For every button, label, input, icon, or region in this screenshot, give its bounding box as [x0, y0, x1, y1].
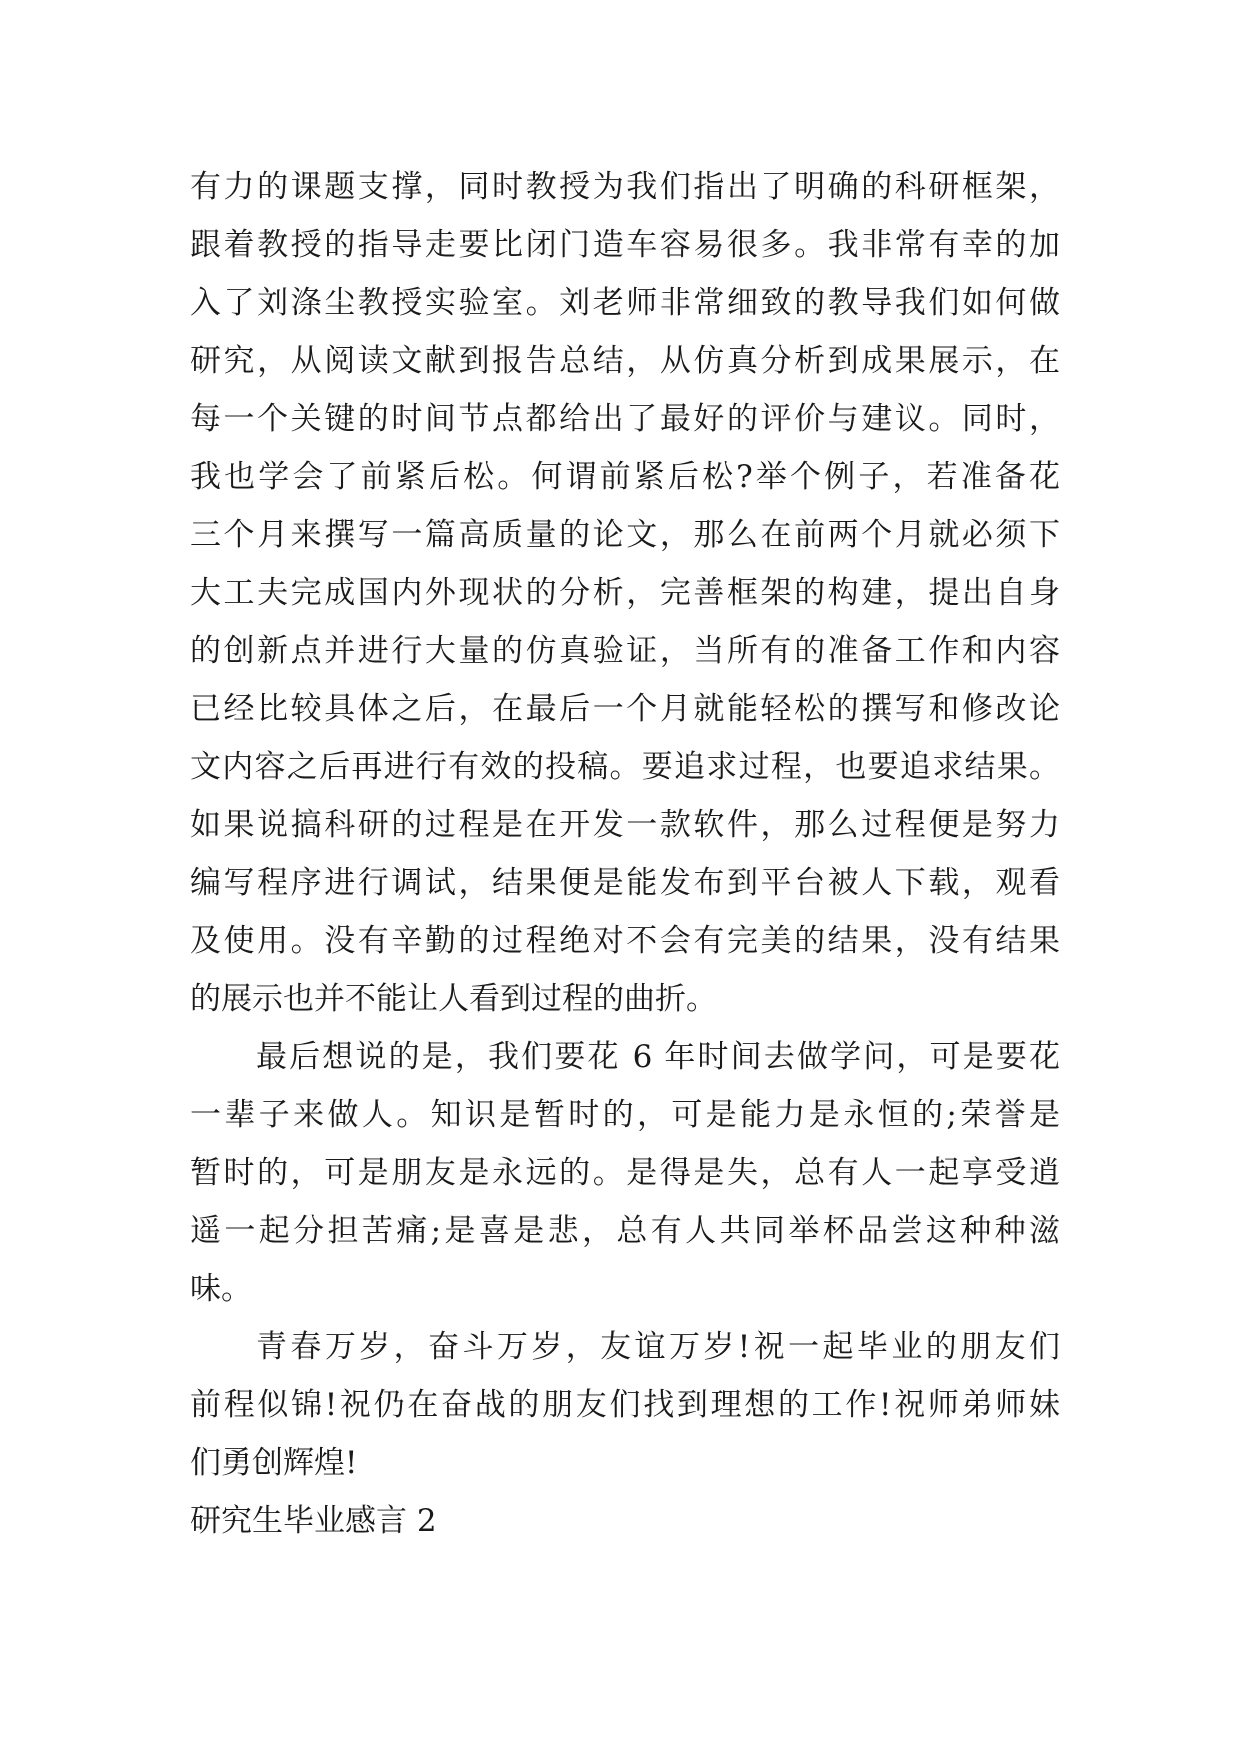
text-line: 每一个关键的时间节点都给出了最好的评价与建议。同时，	[190, 401, 1060, 437]
document-body	[190, 158, 1060, 1550]
text-line: 三个月来撰写一篇高质量的论文，那么在前两个月就必须下	[190, 517, 1060, 553]
paragraph-2	[190, 1028, 1060, 1318]
text-line: 遥一起分担苦痛;是喜是悲，总有人共同举杯品尝这种种滋	[190, 1213, 1060, 1249]
text-line: 如果说搞科研的过程是在开发一款软件，那么过程便是努力	[190, 807, 1060, 843]
text-line: 有力的课题支撑，同时教授为我们指出了明确的科研框架，	[190, 169, 1060, 205]
paragraph-1	[190, 158, 1060, 1028]
text-line: 的创新点并进行大量的仿真验证，当所有的准备工作和内容	[190, 633, 1060, 669]
text-line: 一辈子来做人。知识是暂时的，可是能力是永恒的;荣誉是	[190, 1097, 1060, 1133]
text-line: 我也学会了前紧后松。何谓前紧后松?举个例子，若准备花	[190, 459, 1060, 495]
text-line: 跟着教授的指导走要比闭门造车容易很多。我非常有幸的加	[190, 227, 1060, 263]
paragraph-3	[190, 1318, 1060, 1492]
text-line: 们勇创辉煌!	[190, 1445, 358, 1481]
text-line: 前程似锦!祝仍在奋战的朋友们找到理想的工作!祝师弟师妹	[190, 1387, 1060, 1423]
text-line: 暂时的，可是朋友是永远的。是得是失，总有人一起享受逍	[190, 1155, 1060, 1191]
text-line: 大工夫完成国内外现状的分析，完善框架的构建，提出自身	[190, 575, 1060, 611]
text-line: 已经比较具体之后，在最后一个月就能轻松的撰写和修改论	[190, 691, 1060, 727]
text-line: 入了刘涤尘教授实验室。刘老师非常细致的教导我们如何做	[190, 285, 1060, 321]
text-line: 青春万岁，奋斗万岁，友谊万岁!祝一起毕业的朋友们	[256, 1329, 1060, 1365]
text-line: 味。	[190, 1271, 252, 1307]
text-line: 编写程序进行调试，结果便是能发布到平台被人下载，观看	[190, 865, 1060, 901]
text-line: 的展示也并不能让人看到过程的曲折。	[190, 981, 717, 1017]
text-line: 文内容之后再进行有效的投稿。要追求过程，也要追求结果。	[190, 749, 1060, 785]
text-line: 研究，从阅读文献到报告总结，从仿真分析到成果展示，在	[190, 343, 1060, 379]
text-line: 最后想说的是，我们要花 6 年时间去做学问，可是要花	[256, 1039, 1060, 1075]
text-line: 及使用。没有辛勤的过程绝对不会有完美的结果，没有结果	[190, 923, 1060, 959]
section-title: 研究生毕业感言 2	[190, 1503, 437, 1539]
